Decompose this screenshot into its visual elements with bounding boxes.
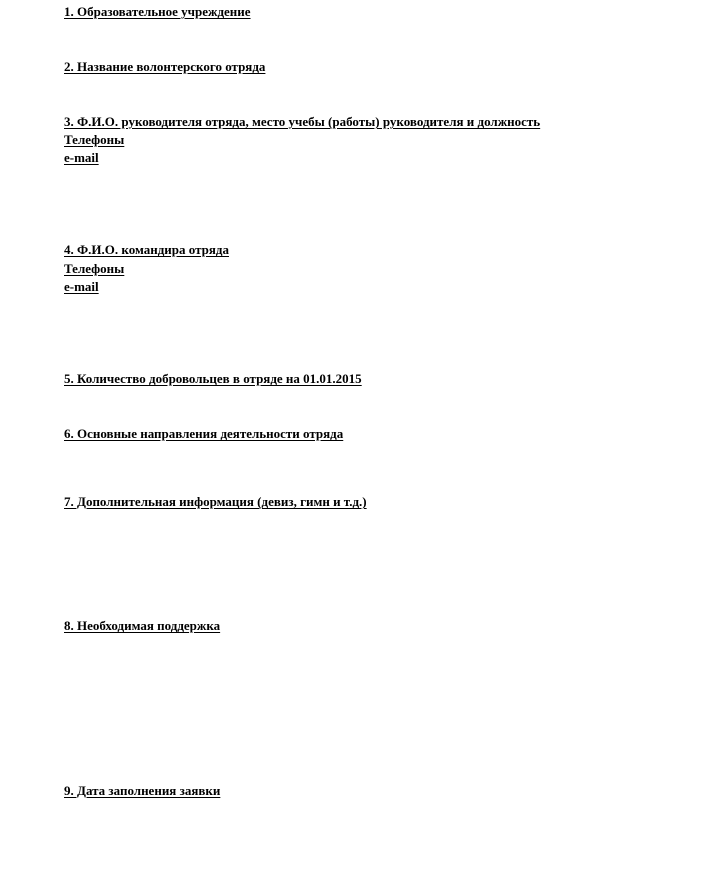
field-volunteer-count: 5. Количество добровольцев в отряде на 01.01.2015 [64,371,362,386]
field-main-directions: 6. Основные направления деятельности отряда [64,426,344,441]
field-application-date: 9. Дата заполнения заявки [64,783,221,798]
field-team-leader-info: 3. Ф.И.О. руководителя отряда, место учебы (работы) руководителя и должность [64,114,541,129]
field-additional-info: 7. Дополнительная информация (девиз, гимн и т.д.) [64,494,367,509]
field-educational-institution: 1. Образовательное учреждение [64,4,251,19]
field-needed-support: 8. Необходимая поддержка [64,618,221,633]
field-team-commander-phones: Телефоны [64,261,125,276]
field-team-leader-email: e-mail [64,150,99,165]
field-team-commander-email: e-mail [64,279,99,294]
field-team-commander-name: 4. Ф.И.О. командира отряда [64,242,229,257]
field-team-leader-phones: Телефоны [64,132,125,147]
field-volunteer-team-name: 2. Название волонтерского отряда [64,59,266,74]
